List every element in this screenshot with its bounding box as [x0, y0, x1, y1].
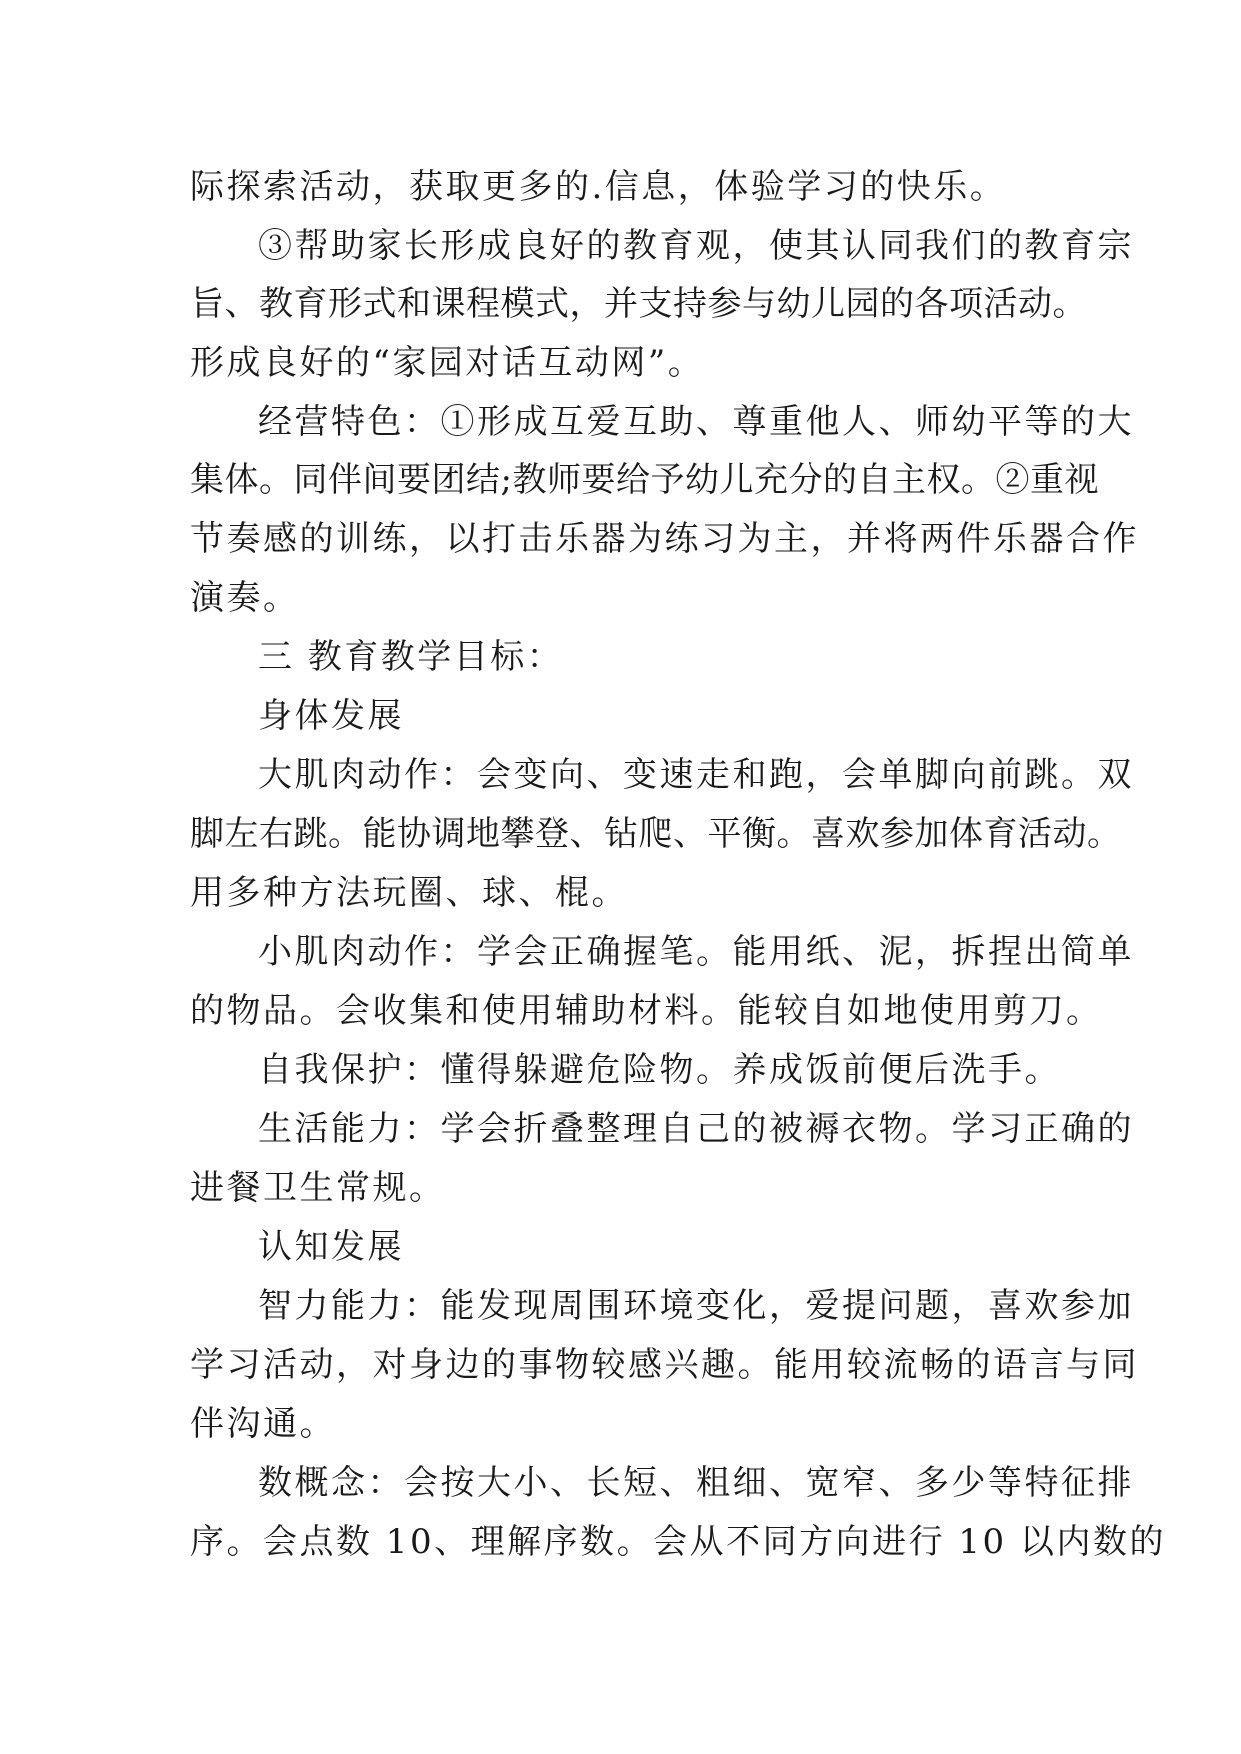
text-line: 际探索活动，获取更多的.信息，体验学习的快乐。 [190, 167, 1007, 207]
text-line: 脚左右跳。能协调地攀登、钻爬、平衡。喜欢参加体育活动。 [190, 814, 1122, 854]
text-line: 集体。同伴间要团结;教师要给予幼儿充分的自主权。②重视 [190, 460, 1099, 500]
subsection-heading: 身体发展 [258, 696, 404, 736]
paragraph-start-line: 经营特色：①形成互爱互助、尊重他人、师幼平等的大 [258, 402, 1134, 442]
paragraph-start-line: 自我保护：懂得躲避危险物。养成饭前便后洗手。 [258, 1050, 1061, 1090]
text-line: 用多种方法玩圈、球、棍。 [190, 873, 628, 913]
text-line: 演奏。 [190, 578, 300, 618]
text-line: 节奏感的训练，以打击乐器为练习为主，并将两件乐器合作 [190, 519, 1139, 559]
section-heading: 三 教育教学目标： [258, 637, 564, 677]
text-line: 的物品。会收集和使用辅助材料。能较自如地使用剪刀。 [190, 991, 1103, 1031]
paragraph-start-line: 生活能力：学会折叠整理自己的被褥衣物。学习正确的 [258, 1109, 1134, 1149]
paragraph-start-line: 大肌肉动作：会变向、变速走和跑，会单脚向前跳。双 [258, 755, 1134, 795]
paragraph-start-line: 小肌肉动作：学会正确握笔。能用纸、泥，拆捏出简单 [258, 932, 1134, 972]
paragraph-start-line: 智力能力：能发现周围环境变化，爱提问题，喜欢参加 [258, 1286, 1134, 1326]
text-line: 伴沟通。 [190, 1404, 336, 1444]
text-line: 学习活动，对身边的事物较感兴趣。能用较流畅的语言与同 [190, 1345, 1139, 1385]
paragraph-start-line: 数概念：会按大小、长短、粗细、宽窄、多少等特征排 [258, 1463, 1134, 1503]
paragraph-start-line: ③帮助家长形成良好的教育观，使其认同我们的教育宗 [258, 226, 1134, 266]
text-line: 序。会点数 10、理解序数。会从不同方向进行 10 以内数的 [190, 1522, 1166, 1562]
text-line: 形成良好的“家园对话互动网”。 [190, 343, 705, 383]
text-line: 进餐卫生常规。 [190, 1168, 446, 1208]
subsection-heading: 认知发展 [258, 1227, 404, 1267]
text-line: 旨、教育形式和课程模式，并支持参与幼儿园的各项活动。 [190, 284, 1087, 324]
